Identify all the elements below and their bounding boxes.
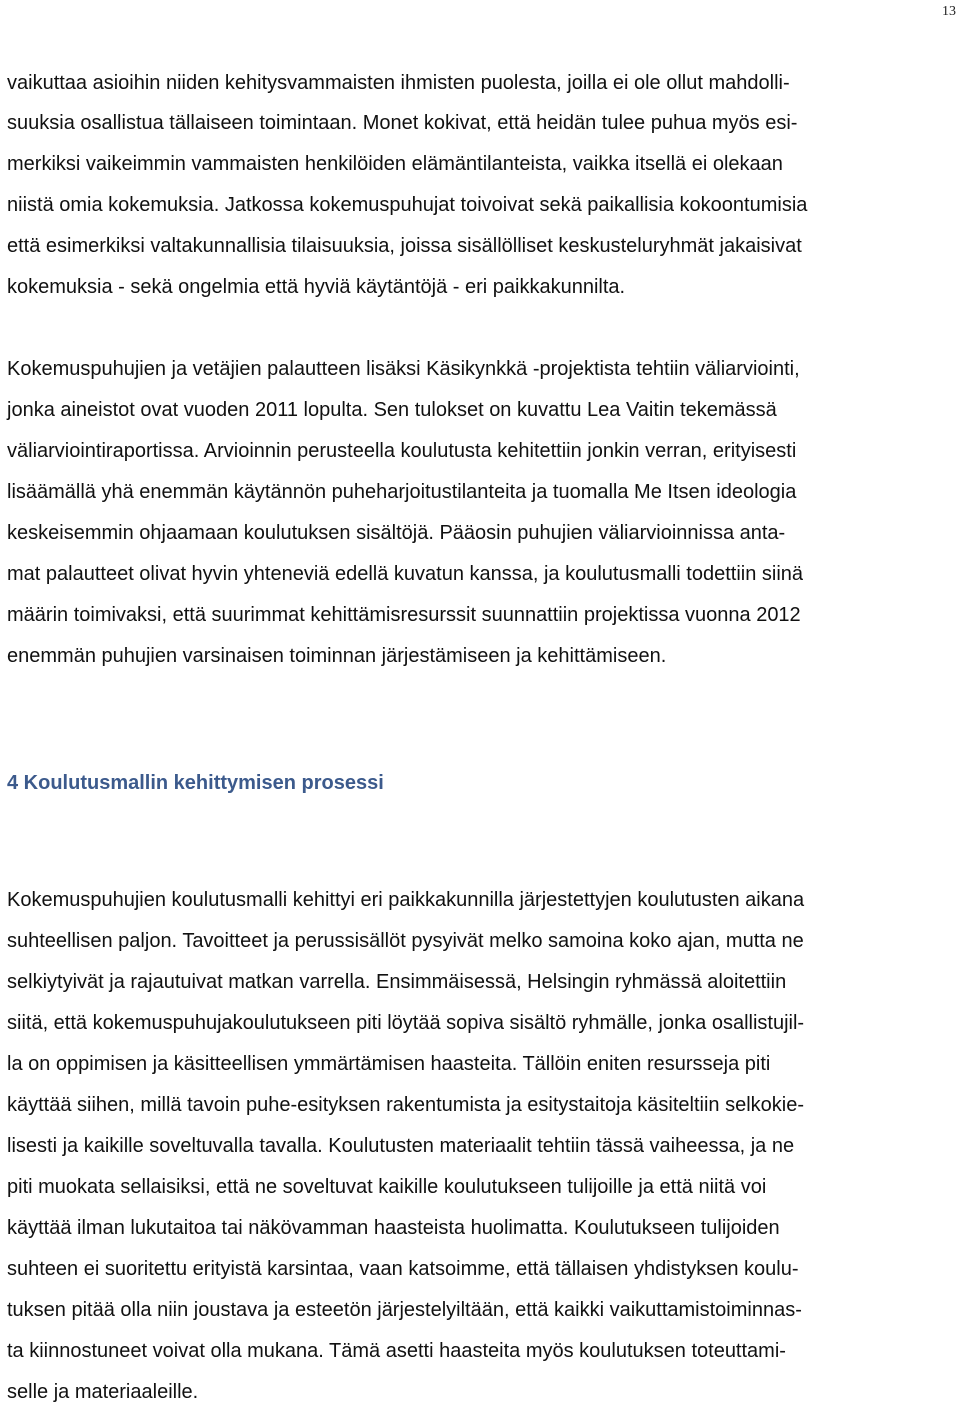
text-line: niistä omia kokemuksia. Jatkossa kokemuspuhujat toivoivat sekä paikallisia kokoontumisia	[7, 194, 808, 216]
text-line: vaikuttaa asioihin niiden kehitysvammaisten ihmisten puolesta, joilla ei ole ollut mahdolli-	[7, 72, 790, 94]
text-line: suhteen ei suoritettu erityistä karsintaa, vaan katsoimme, että tällaisen yhdistyksen koulu-	[7, 1258, 799, 1280]
page-number: 13	[942, 4, 956, 19]
text-line: suuksia osallistua tällaiseen toimintaan. Monet kokivat, että heidän tulee puhua myös esi-	[7, 112, 798, 134]
text-line: selkiytyivät ja rajautuivat matkan varrella. Ensimmäisessä, Helsingin ryhmässä aloitettiin	[7, 971, 787, 993]
text-line: käyttää ilman lukutaitoa tai näkövamman haasteista huolimatta. Koulutukseen tulijoiden	[7, 1217, 780, 1239]
text-line: keskeisemmin ohjaamaan koulutuksen sisältöjä. Pääosin puhujien väliarvioinnissa anta-	[7, 522, 786, 544]
text-line: tuksen pitää olla niin joustava ja esteetön järjestelyiltään, että kaikki vaikuttamistoiminnas-	[7, 1299, 802, 1321]
text-line: merkiksi vaikeimmin vammaisten henkilöiden elämäntilanteista, vaikka itsellä ei olekaan	[7, 153, 783, 175]
text-line: lisäämällä yhä enemmän käytännön puheharjoitustilanteita ja tuomalla Me Itsen ideologia	[7, 481, 797, 503]
text-line: väliarviointiraportissa. Arvioinnin perusteella koulutusta kehitettiin jonkin verran, erityisesti	[7, 440, 797, 462]
text-line: jonka aineistot ovat vuoden 2011 lopulta. Sen tulokset on kuvattu Lea Vaitin tekemässä	[7, 399, 777, 421]
text-line: enemmän puhujien varsinaisen toiminnan järjestämiseen ja kehittämiseen.	[7, 645, 667, 667]
text-line: piti muokata sellaisiksi, että ne soveltuvat kaikille koulutukseen tulijoille ja että niitä voi	[7, 1176, 767, 1198]
section-heading: 4 Koulutusmallin kehittymisen prosessi	[7, 772, 384, 794]
text-line: siitä, että kokemuspuhujakoulutukseen piti löytää sopiva sisältö ryhmälle, jonka osallistujil-	[7, 1012, 805, 1034]
text-line: että esimerkiksi valtakunnallisia tilaisuuksia, joissa sisällölliset keskusteluryhmät jakaisivat	[7, 235, 802, 257]
text-line: käyttää siihen, millä tavoin puhe-esityksen rakentumista ja esitystaitoja käsiteltiin selkokie-	[7, 1094, 805, 1116]
text-line: lisesti ja kaikille soveltuvalla tavalla. Koulutusten materiaalit tehtiin tässä vaiheessa, ja ne	[7, 1135, 795, 1157]
text-line: Kokemuspuhujien ja vetäjien palautteen lisäksi Käsikynkkä -projektista tehtiin väliarviointi,	[7, 358, 800, 380]
text-line: kokemuksia - sekä ongelmia että hyviä käytäntöjä - eri paikkakunnilta.	[7, 276, 626, 298]
text-line: mat palautteet olivat hyvin yhteneviä edellä kuvatun kanssa, ja koulutusmalli todettiin siinä	[7, 563, 804, 585]
text-line: la on oppimisen ja käsitteellisen ymmärtämisen haasteita. Tällöin eniten resursseja piti	[7, 1053, 771, 1075]
text-line: määrin toimivaksi, että suurimmat kehittämisresurssit suunnattiin projektissa vuonna 2012	[7, 604, 801, 626]
text-line: ta kiinnostuneet voivat olla mukana. Tämä asetti haasteita myös koulutuksen toteuttami-	[7, 1340, 786, 1362]
text-line: Kokemuspuhujien koulutusmalli kehittyi eri paikkakunnilla järjestettyjen koulutusten aikana	[7, 889, 805, 911]
text-line: suhteellisen paljon. Tavoitteet ja perussisällöt pysyivät melko samoina koko ajan, mutta ne	[7, 930, 804, 952]
text-line: selle ja materiaaleille.	[7, 1381, 199, 1403]
